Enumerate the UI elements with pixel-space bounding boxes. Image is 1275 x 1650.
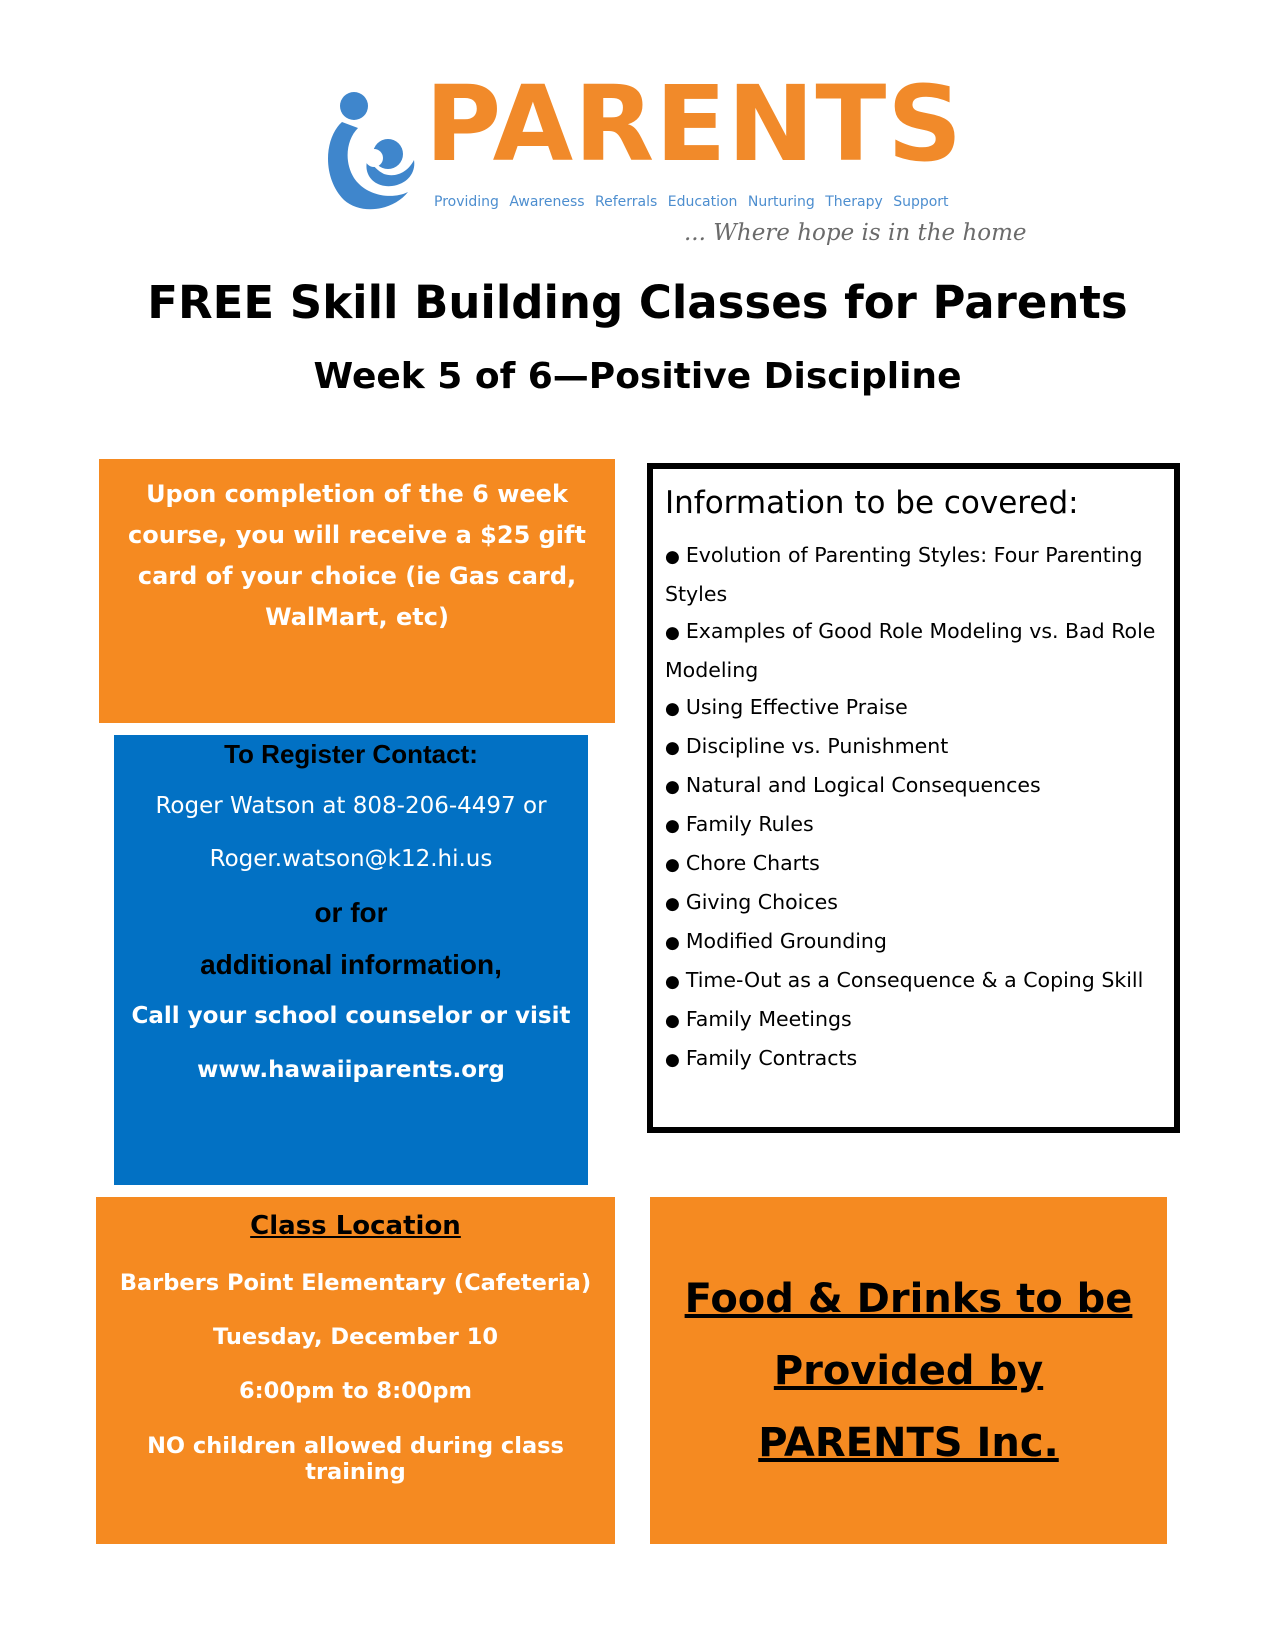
list-item [665,962,1165,1001]
reward-box [99,459,615,723]
bullet-icon: ● [665,855,680,875]
bullet-icon: ● [665,1011,680,1031]
bullet-icon: ● [665,699,680,719]
reward-text: Upon completion of the 6 week course, you will receive a $25 gift card of your choice (ie Gas card, WalMart, etc) [128,480,586,631]
food-text: Food & Drinks to be Provided by PARENTS Inc. [684,1275,1133,1466]
register-box [114,735,588,1185]
bullet-icon: ● [665,933,680,953]
bullet-icon: ● [665,738,680,758]
list-item [665,613,1165,689]
register-heading: To Register Contact: [224,739,478,769]
logo-tagline: Providing Awareness Referrals Education Nurturing Therapy Support [434,194,949,210]
bullet-icon: ● [665,777,680,797]
list-item [665,806,1165,845]
list-item [665,845,1165,884]
list-item-text: Examples of Good Role Modeling vs. Bad Role Modeling [665,619,1156,682]
list-item [665,689,1165,728]
bullet-icon: ● [665,972,680,992]
list-item [665,923,1165,962]
register-website-link[interactable]: www.hawaiiparents.org [197,1057,505,1083]
location-time: 6:00pm to 8:00pm [239,1378,472,1404]
page-title: FREE Skill Building Classes for Parents [147,276,1128,329]
bullet-icon: ● [665,547,680,567]
page-subtitle: Week 5 of 6—Positive Discipline [313,356,962,397]
register-call-line: Call your school counselor or visit [131,1003,571,1029]
location-place: Barbers Point Elementary (Cafeteria) [119,1270,592,1296]
list-item-text: Family Rules [685,812,814,836]
location-heading: Class Location [250,1211,461,1241]
bullet-icon: ● [665,1050,680,1070]
list-item-text: Giving Choices [685,890,838,914]
list-item [665,1001,1165,1040]
list-item-text: Time-Out as a Consequence & a Coping Skill [685,968,1144,992]
info-heading: Information to be covered: [665,485,1079,521]
location-note: NO children allowed during class training [147,1433,564,1485]
list-item [665,767,1165,806]
list-item-text: Chore Charts [685,851,820,875]
location-box [96,1197,615,1544]
list-item-text: Using Effective Praise [685,695,908,719]
register-email-link[interactable]: Roger.watson@k12.hi.us [209,846,493,872]
list-item [665,537,1165,613]
register-or-for: or for [314,897,388,928]
list-item-text: Discipline vs. Punishment [685,734,949,758]
bullet-icon: ● [665,894,680,914]
location-date: Tuesday, December 10 [212,1324,499,1350]
list-item [665,884,1165,923]
list-item [665,1040,1165,1079]
list-item [665,728,1165,767]
list-item-text: Family Meetings [685,1007,852,1031]
register-contact-line: Roger Watson at 808-206-4497 or [155,793,547,819]
info-list [665,537,1165,1079]
list-item-text: Family Contracts [685,1046,858,1070]
info-box [647,463,1180,1133]
food-box [650,1197,1167,1544]
bullet-icon: ● [665,623,680,643]
list-item-text: Natural and Logical Consequences [685,773,1041,797]
list-item-text: Modified Grounding [685,929,887,953]
logo-wordmark: PARENTS [425,63,964,185]
parents-logo-icon [322,88,422,218]
register-additional: additional information, [200,949,502,980]
logo-motto: ... Where hope is in the home [684,220,1027,246]
bullet-icon: ● [665,816,680,836]
list-item-text: Evolution of Parenting Styles: Four Parenting Styles [665,543,1143,606]
